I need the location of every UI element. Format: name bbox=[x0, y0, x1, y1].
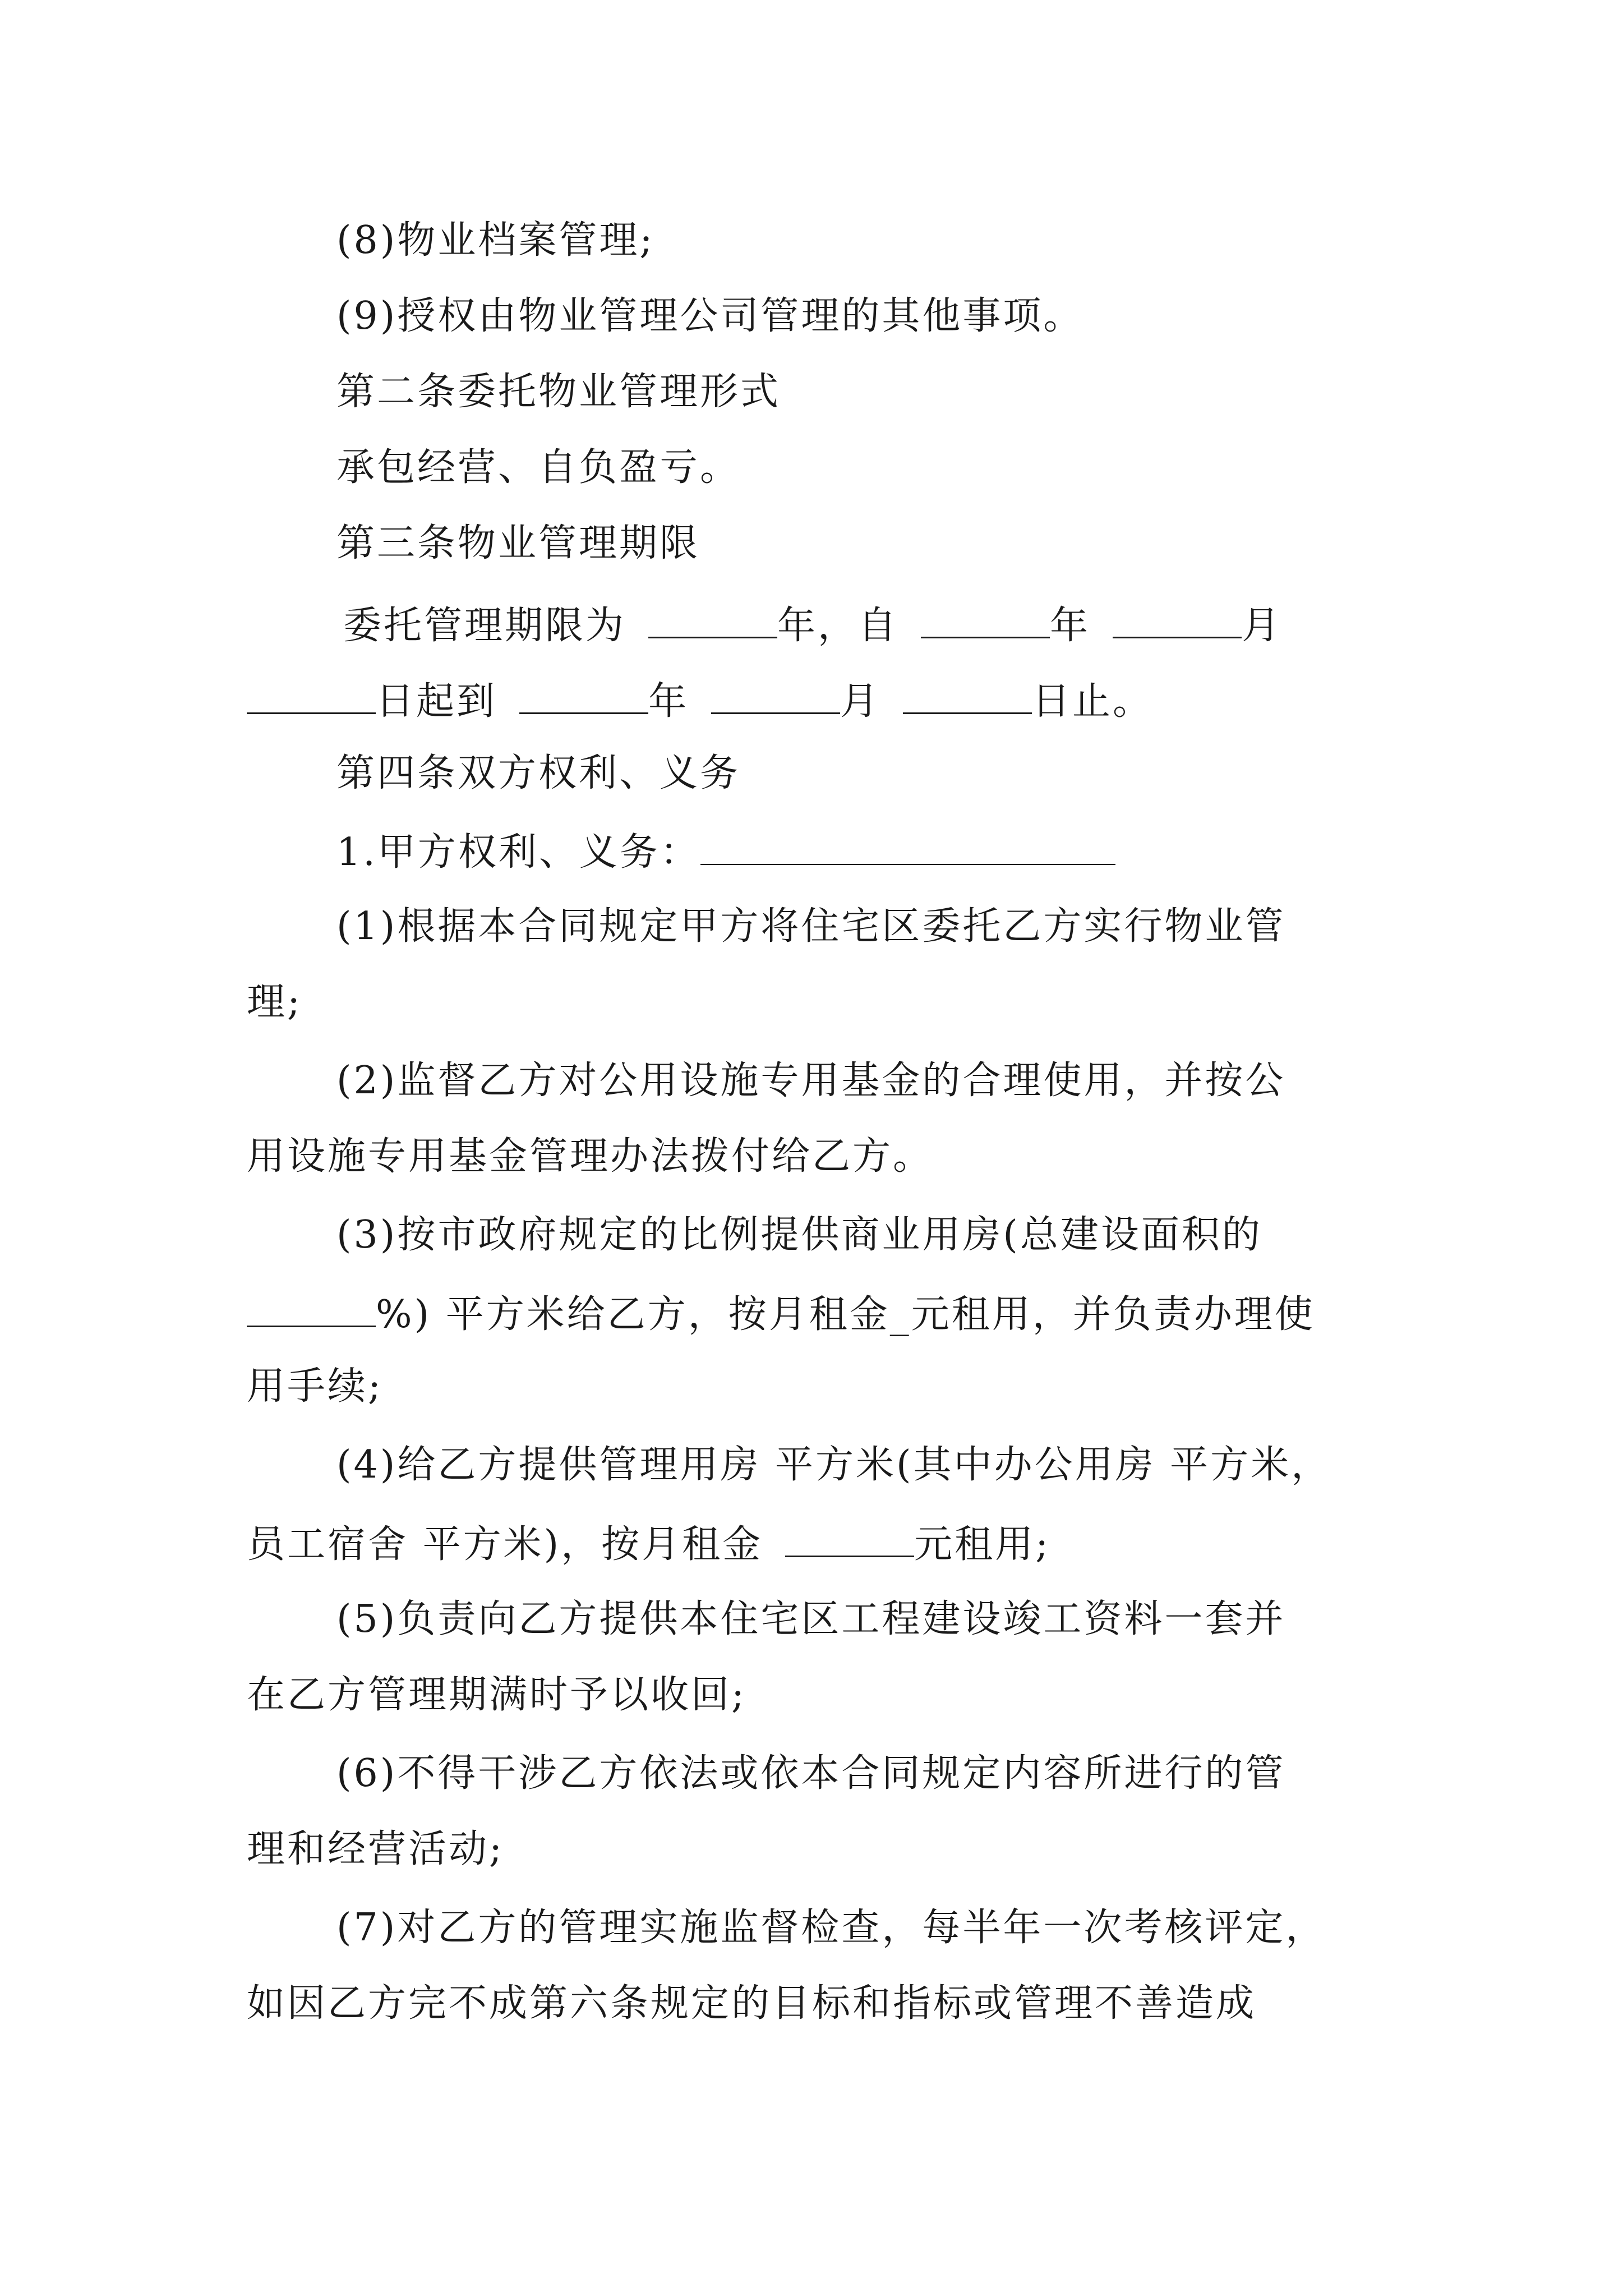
start-day-blank[interactable] bbox=[247, 679, 376, 714]
party-a-heading-line bbox=[336, 830, 1115, 875]
percent-blank[interactable] bbox=[247, 1292, 376, 1327]
month-label: 月 bbox=[1242, 604, 1283, 648]
rent-blank[interactable] bbox=[785, 1522, 914, 1557]
clause-item-9: (9)授权由物业管理公司管理的其他事项。 bbox=[336, 294, 1084, 338]
end-day-label: 日止。 bbox=[1032, 679, 1154, 724]
article-2-heading: 第二条委托物业管理形式 bbox=[336, 370, 781, 414]
party-a-item-4: (4)给乙方提供管理用房 平方米(其中办公用房 平方米， bbox=[336, 1443, 1332, 1487]
end-month-blank[interactable] bbox=[711, 679, 840, 714]
end-year-blank[interactable] bbox=[519, 679, 648, 714]
article-3-date-line bbox=[247, 679, 1154, 724]
party-a-item-3-cont2: 用手续; bbox=[247, 1364, 383, 1409]
end-day-blank[interactable] bbox=[903, 679, 1032, 714]
end-month-label: 月 bbox=[840, 679, 881, 724]
article-2-text: 承包经营、自负盈亏。 bbox=[336, 445, 741, 490]
party-a-item-6: (6)不得干涉乙方依法或依本合同规定内容所进行的管 bbox=[336, 1751, 1286, 1796]
party-a-item-2-cont: 用设施专用基金管理办法拨付给乙方。 bbox=[247, 1134, 934, 1179]
rent-unit: 元租用; bbox=[914, 1522, 1051, 1567]
start-month-blank[interactable] bbox=[1113, 603, 1242, 638]
party-a-item-3-cont bbox=[247, 1292, 1315, 1337]
party-a-item-5: (5)负责向乙方提供本住宅区工程建设竣工资料一套并 bbox=[336, 1597, 1286, 1641]
party-a-blank[interactable] bbox=[700, 830, 1115, 865]
year-from-label: 年，自 bbox=[777, 604, 899, 648]
years-blank[interactable] bbox=[648, 603, 777, 638]
party-a-heading: 1.甲方权利、义务： bbox=[336, 830, 700, 875]
year-label: 年 bbox=[1050, 604, 1091, 648]
party-a-item-1: (1)根据本合同规定甲方将住宅区委托乙方实行物业管 bbox=[336, 904, 1286, 949]
party-a-item-7-cont: 如因乙方完不成第六条规定的目标和指标或管理不善造成 bbox=[247, 1981, 1257, 2026]
party-a-item-6-cont: 理和经营活动; bbox=[247, 1827, 504, 1871]
party-a-item-4-cont bbox=[247, 1522, 1051, 1567]
start-year-blank[interactable] bbox=[921, 603, 1050, 638]
party-a-item-4-text: 员工宿舍 平方米)，按月租金 bbox=[247, 1522, 763, 1567]
day-to-label: 日起到 bbox=[376, 679, 497, 724]
party-a-item-7: (7)对乙方的管理实施监督检查，每半年一次考核评定， bbox=[336, 1906, 1326, 1950]
article-3-period-line bbox=[343, 603, 1283, 648]
party-a-item-3-text: %) 平方米给乙方，按月租金_元租用，并负责办理使 bbox=[376, 1292, 1315, 1337]
party-a-item-1-cont: 理; bbox=[247, 980, 302, 1024]
party-a-item-5-cont: 在乙方管理期满时予以收回; bbox=[247, 1673, 746, 1717]
party-a-item-3: (3)按市政府规定的比例提供商业用房(总建设面积的 bbox=[336, 1213, 1262, 1257]
end-year-label: 年 bbox=[648, 679, 689, 724]
party-a-item-2: (2)监督乙方对公用设施专用基金的合理使用，并按公 bbox=[336, 1059, 1286, 1103]
article-3-heading: 第三条物业管理期限 bbox=[336, 521, 700, 565]
clause-item-8: (8)物业档案管理; bbox=[336, 218, 655, 263]
article-4-heading: 第四条双方权利、义务 bbox=[336, 751, 741, 795]
period-label: 委托管理期限为 bbox=[343, 604, 626, 648]
